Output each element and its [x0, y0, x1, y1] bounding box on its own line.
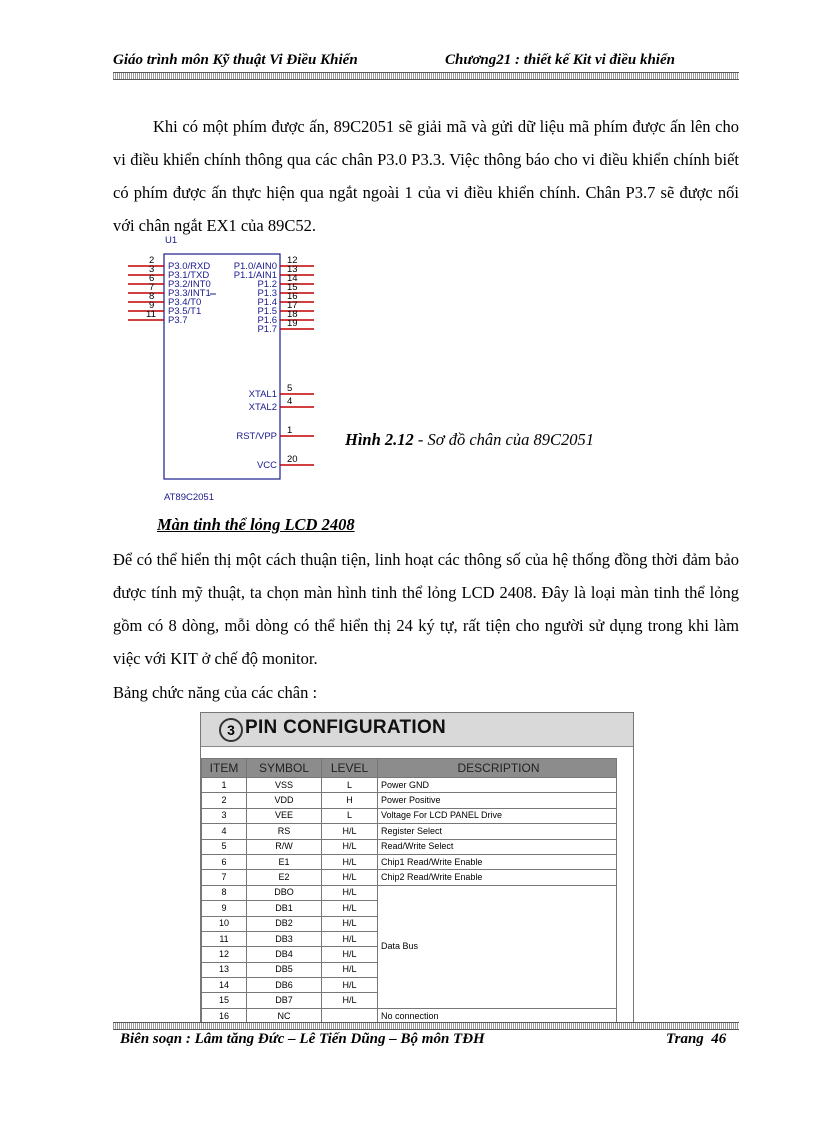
pin-item: 3 [202, 808, 247, 823]
right-pin-name: P1.2 [257, 279, 277, 290]
pin-level: H/L [322, 947, 378, 962]
right-pin-number: 17 [287, 300, 298, 311]
left-pin-number: 9 [149, 300, 155, 311]
section-heading: Màn tinh thể lỏng LCD 2408 [157, 515, 355, 534]
paragraph-1: Khi có một phím được ấn, 89C2051 sẽ giải mã và gửi dữ liệu mã phím được ấn lên cho vi điều khiển chính thông qua các chân P3.0 P3.3. Việc thông báo cho vi điều khiển chính biết có phím được ấn thực hiện qua ngắt ngoài 1 của vi điều khiển chính. Chân P3.7 sẽ được nối với chân ngắt EX1 của 89C52. [113, 117, 739, 235]
pin-symbol: DB5 [247, 962, 322, 977]
header-title-left: Giáo trình môn Kỹ thuật Vi Điều Khiển [113, 52, 358, 68]
pin-description: Read/Write Select [378, 839, 617, 854]
right-pin-number: 14 [287, 273, 298, 284]
pin-description: Chip1 Read/Write Enable [378, 854, 617, 869]
pin-symbol: DB1 [247, 901, 322, 916]
pin-item: 8 [202, 885, 247, 900]
pin-config-row [202, 824, 617, 839]
right-pin-name: P1.3 [257, 288, 277, 299]
pin-config-row [202, 839, 617, 854]
pin-item: 16 [202, 1008, 247, 1023]
pin-description: Power Positive [378, 793, 617, 808]
pin-level: L [322, 778, 378, 793]
right-pin-number: 16 [287, 291, 298, 302]
right-pin-name: P1.7 [257, 324, 277, 335]
pin-config-row [202, 870, 617, 885]
pin-level: H/L [322, 993, 378, 1008]
pin-description: No connection [378, 1008, 617, 1023]
pin-description: Chip2 Read/Write Enable [378, 870, 617, 885]
pin-item: 2 [202, 793, 247, 808]
left-pin-name: P3.7 [168, 315, 188, 326]
right-pin-number: 13 [287, 264, 298, 275]
pin-level: L [322, 808, 378, 823]
right-pin-name: RST/VPP [236, 431, 277, 442]
figure-caption [345, 430, 594, 450]
pin-item: 15 [202, 993, 247, 1008]
pin-symbol: VSS [247, 778, 322, 793]
paragraph-2: Để có thể hiển thị một cách thuận tiện, linh hoạt các thông số của hệ thống đồng thời đảm bảo được tính mỹ thuật, ta chọn màn hình tinh thể lỏng LCD 2408. Đây là loại màn tinh thể lỏng gồm có 8 dòng, mỗi dòng có thể hiển thị 24 ký tự, rất tiện cho người sử dụng trong khi làm việc với KIT ở chế độ monitor. [113, 550, 739, 668]
paragraph-3: Bảng chức năng của các chân : [113, 683, 318, 702]
right-pin-number: 12 [287, 255, 298, 266]
header-title-right: Chương21 : thiết kế Kit vi điều khiển [445, 52, 675, 68]
pin-symbol: VDD [247, 793, 322, 808]
pin-level: H/L [322, 870, 378, 885]
right-pin-number: 20 [287, 454, 298, 465]
pin-symbol: DB2 [247, 916, 322, 931]
caption-label: Hình 2.12 [345, 430, 414, 449]
col-description: DESCRIPTION [378, 759, 617, 778]
chip-schematic [128, 236, 328, 506]
pin-config-row [202, 854, 617, 869]
pin-item: 1 [202, 778, 247, 793]
pin-level: H/L [322, 962, 378, 977]
footer-page-label: Trang [666, 1031, 704, 1047]
pin-symbol: E2 [247, 870, 322, 885]
pin-item: 9 [202, 901, 247, 916]
right-pin-name: P1.0/AIN0 [233, 261, 277, 272]
caption-sep: - [413, 430, 428, 449]
right-pin-number: 18 [287, 309, 298, 320]
pin-config-header-row [202, 759, 617, 778]
right-pin-number: 19 [287, 318, 298, 329]
pin-level: H/L [322, 854, 378, 869]
pin-symbol: R/W [247, 839, 322, 854]
data-bus-description: Data Bus [378, 885, 617, 1008]
pin-item: 13 [202, 962, 247, 977]
left-pin-name: P3.2/INT0 [168, 279, 211, 290]
left-pin-number: 3 [149, 264, 155, 275]
right-pin-name: P1.6 [257, 315, 277, 326]
pin-level: H/L [322, 885, 378, 900]
pin-item: 7 [202, 870, 247, 885]
pin-symbol: VEE [247, 808, 322, 823]
pin-description: Power GND [378, 778, 617, 793]
left-pin-number: 8 [149, 291, 155, 302]
pin-level: H [322, 793, 378, 808]
schematic-ref: U1 [165, 235, 178, 246]
left-pin-number: 6 [149, 273, 155, 284]
col-level: LEVEL [322, 759, 378, 778]
pin-item: 5 [202, 839, 247, 854]
pin-symbol: E1 [247, 854, 322, 869]
pin-config-table [201, 758, 617, 1024]
pin-level: H/L [322, 901, 378, 916]
right-pin-number: 15 [287, 282, 298, 293]
pin-config-row [202, 778, 617, 793]
footer-page-number: 46 [711, 1031, 727, 1047]
pin-description: Voltage For LCD PANEL Drive [378, 808, 617, 823]
right-pin-name: XTAL2 [248, 402, 277, 413]
pin-symbol: DB6 [247, 978, 322, 993]
pin-item: 4 [202, 824, 247, 839]
right-pin-number: 5 [287, 383, 293, 394]
pin-level: H/L [322, 824, 378, 839]
caption-text: Sơ đồ chân của 89C2051 [427, 430, 594, 449]
pin-item: 6 [202, 854, 247, 869]
right-pin-name: P1.4 [257, 297, 277, 308]
pin-config-title: PIN CONFIGURATION [245, 717, 447, 738]
left-pin-number: 11 [146, 309, 156, 320]
left-pin-name: P3.0/RXD [168, 261, 211, 272]
left-pin-number: 7 [149, 282, 155, 293]
pin-config-row [202, 885, 617, 900]
right-pin-number: 4 [287, 396, 293, 407]
pin-item: 10 [202, 916, 247, 931]
left-pin-number: 2 [149, 255, 155, 266]
pin-symbol: DB7 [247, 993, 322, 1008]
right-pin-name: XTAL1 [248, 389, 277, 400]
left-pin-name: P3.1/TXD [168, 270, 210, 281]
col-symbol: SYMBOL [247, 759, 322, 778]
pin-level: H/L [322, 916, 378, 931]
pin-symbol: DBO [247, 885, 322, 900]
left-pin-name: P3.4/T0 [168, 297, 202, 308]
pin-level: H/L [322, 839, 378, 854]
pin-configuration-figure [200, 712, 634, 1030]
right-pin-number: 1 [287, 425, 293, 436]
pin-level: H/L [322, 978, 378, 993]
pin-item: 11 [202, 931, 247, 946]
pin-level: H/L [322, 931, 378, 946]
pin-item: 14 [202, 978, 247, 993]
pin-symbol: DB4 [247, 947, 322, 962]
schematic-part: AT89C2051 [164, 492, 214, 503]
pin-symbol: DB3 [247, 931, 322, 946]
header-rule [113, 72, 739, 80]
footer-author: Biên soạn : Lâm tăng Đức – Lê Tiến Dũng – Bộ môn TĐH [120, 1031, 485, 1047]
right-pin-name: P1.5 [257, 306, 277, 317]
pin-config-row [202, 793, 617, 808]
left-pin-name: P3.3/INT1 [168, 288, 211, 299]
footer-page [666, 1031, 726, 1048]
left-pin-name: P3.5/T1 [168, 306, 202, 317]
footer-rule [113, 1022, 739, 1030]
pin-config-row [202, 808, 617, 823]
right-pin-name: P1.1/AIN1 [233, 270, 277, 281]
right-pin-name: VCC [256, 460, 277, 471]
pin-item: 12 [202, 947, 247, 962]
schematic-drawing [128, 236, 328, 506]
pin-config-title-bar [201, 713, 633, 747]
pin-symbol: RS [247, 824, 322, 839]
pin-symbol: NC [247, 1008, 322, 1023]
pin-config-number: 3 [219, 718, 243, 742]
pin-description: Register Select [378, 824, 617, 839]
col-item: ITEM [202, 759, 247, 778]
